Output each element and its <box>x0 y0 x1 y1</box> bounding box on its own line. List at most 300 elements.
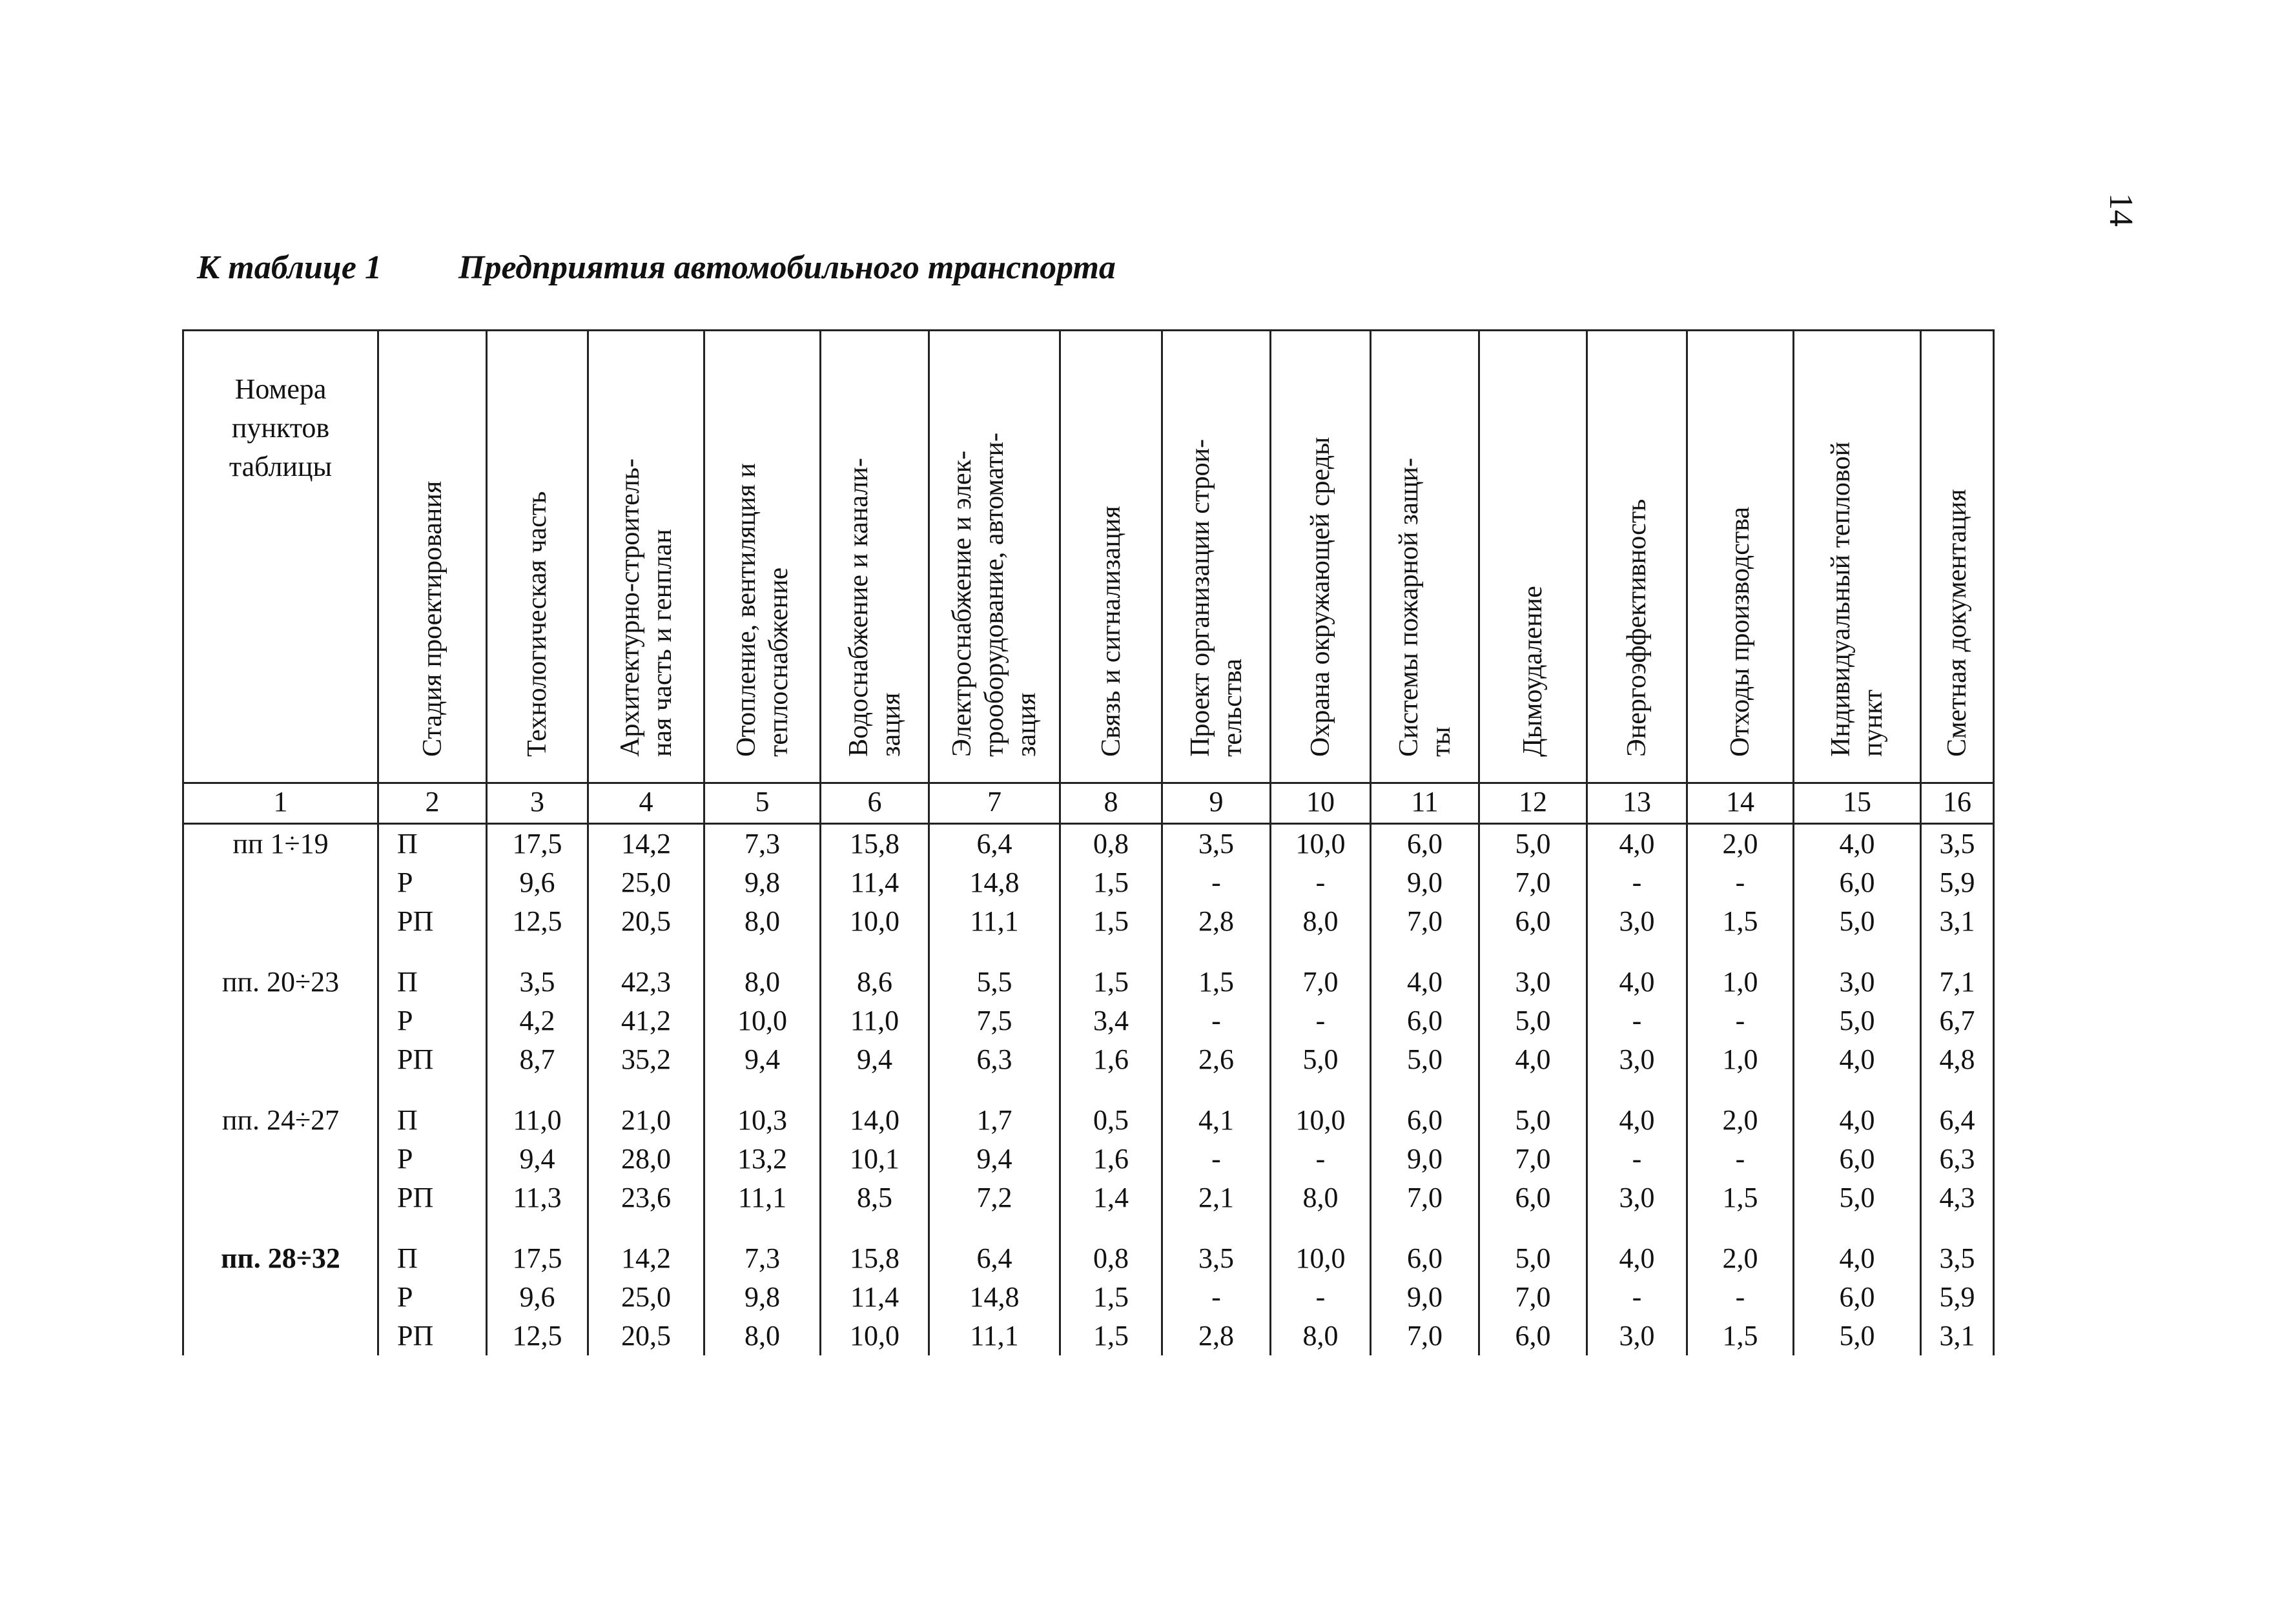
value-cell: 6,4 <box>929 1239 1060 1278</box>
spacer-cell <box>821 1217 929 1239</box>
value-cell: - <box>1687 863 1794 902</box>
value-cell: 3,0 <box>1587 1178 1687 1217</box>
spacer-cell <box>821 1079 929 1101</box>
cost-distribution-table <box>182 329 1995 1355</box>
value-cell: 5,0 <box>1794 1178 1921 1217</box>
value-cell: 17,5 <box>487 824 588 864</box>
header-cell <box>1060 331 1162 783</box>
spacer-cell <box>1479 941 1587 963</box>
value-cell: 6,0 <box>1479 1178 1587 1217</box>
value-cell: 1,5 <box>1687 1317 1794 1355</box>
stage-cell: Р <box>378 1002 487 1040</box>
table-row <box>183 1101 1994 1140</box>
header-text: Архитектурно-строитель- ная часть и генплан <box>615 458 677 757</box>
value-cell: 5,0 <box>1794 1002 1921 1040</box>
value-cell: 9,4 <box>704 1040 821 1079</box>
table-row <box>183 1278 1994 1317</box>
spacer-cell <box>1921 941 1994 963</box>
value-cell: 6,3 <box>929 1040 1060 1079</box>
value-cell: 2,0 <box>1687 824 1794 864</box>
spacer-cell <box>1921 1217 1994 1239</box>
value-cell: 3,1 <box>1921 902 1994 941</box>
value-cell: 2,8 <box>1162 902 1271 941</box>
value-cell: 11,1 <box>929 902 1060 941</box>
value-cell: 7,0 <box>1479 1278 1587 1317</box>
value-cell: - <box>1687 1278 1794 1317</box>
stage-cell: Р <box>378 863 487 902</box>
value-cell: 1,5 <box>1060 1317 1162 1355</box>
value-cell: 4,0 <box>1371 963 1479 1002</box>
header-cell-item-numbers: Номера пунктов таблицы <box>183 331 378 783</box>
caption-label: К таблице 1 <box>197 249 382 286</box>
value-cell: 2,8 <box>1162 1317 1271 1355</box>
stage-cell: РП <box>378 902 487 941</box>
value-cell: 4,0 <box>1794 1239 1921 1278</box>
group-label: пп. 24÷27 <box>183 1101 378 1217</box>
header-text: Энергоэффективность <box>1622 499 1652 757</box>
value-cell: 8,0 <box>1271 1317 1371 1355</box>
value-cell: - <box>1271 863 1371 902</box>
spacer-cell <box>704 1217 821 1239</box>
header-row <box>183 331 1994 783</box>
header-cell <box>588 331 704 783</box>
spacer-cell <box>1271 1217 1371 1239</box>
table-row <box>183 902 1994 941</box>
value-cell: 10,0 <box>1271 1101 1371 1140</box>
stage-cell: П <box>378 1239 487 1278</box>
value-cell: 5,0 <box>1479 1101 1587 1140</box>
value-cell: 8,0 <box>1271 902 1371 941</box>
column-number-cell: 16 <box>1921 783 1994 824</box>
spacer-cell <box>378 941 487 963</box>
spacer-cell <box>1587 1079 1687 1101</box>
value-cell: 8,5 <box>821 1178 929 1217</box>
value-cell: 35,2 <box>588 1040 704 1079</box>
value-cell: 4,2 <box>487 1002 588 1040</box>
value-cell: 9,4 <box>821 1040 929 1079</box>
table-row <box>183 1002 1994 1040</box>
value-cell: 6,0 <box>1371 1002 1479 1040</box>
stage-cell: РП <box>378 1040 487 1079</box>
value-cell: - <box>1162 1278 1271 1317</box>
group-spacer <box>183 1079 1994 1101</box>
value-cell: 2,0 <box>1687 1101 1794 1140</box>
value-cell: 7,0 <box>1371 902 1479 941</box>
value-cell: 6,0 <box>1794 863 1921 902</box>
spacer-cell <box>1479 1079 1587 1101</box>
column-number-cell: 15 <box>1794 783 1921 824</box>
spacer-cell <box>588 941 704 963</box>
value-cell: 1,5 <box>1060 963 1162 1002</box>
value-cell: - <box>1687 1140 1794 1178</box>
stage-cell: П <box>378 824 487 864</box>
header-cell <box>704 331 821 783</box>
spacer-cell <box>1794 941 1921 963</box>
value-cell: 7,0 <box>1371 1178 1479 1217</box>
value-cell: - <box>1162 1002 1271 1040</box>
value-cell: 3,5 <box>1162 1239 1271 1278</box>
column-number-row <box>183 783 1994 824</box>
spacer-cell <box>1371 1079 1479 1101</box>
value-cell: 1,5 <box>1060 863 1162 902</box>
value-cell: 1,5 <box>1060 1278 1162 1317</box>
value-cell: 12,5 <box>487 1317 588 1355</box>
header-text: Системы пожарной защи- ты <box>1393 457 1456 757</box>
value-cell: 20,5 <box>588 902 704 941</box>
value-cell: 5,0 <box>1371 1040 1479 1079</box>
value-cell: 1,7 <box>929 1101 1060 1140</box>
value-cell: 7,0 <box>1271 963 1371 1002</box>
spacer-cell <box>1271 941 1371 963</box>
spacer-cell <box>1687 1217 1794 1239</box>
header-text: Связь и сигнализация <box>1096 506 1126 757</box>
value-cell: 11,4 <box>821 1278 929 1317</box>
value-cell: 14,0 <box>821 1101 929 1140</box>
group-label: пп. 28÷32 <box>183 1239 378 1355</box>
column-number-cell: 4 <box>588 783 704 824</box>
spacer-cell <box>1371 941 1479 963</box>
spacer-cell <box>1060 1217 1162 1239</box>
value-cell: 3,4 <box>1060 1002 1162 1040</box>
value-cell: 4,3 <box>1921 1178 1994 1217</box>
spacer-cell <box>1371 1217 1479 1239</box>
value-cell: 9,6 <box>487 1278 588 1317</box>
column-number-cell: 2 <box>378 783 487 824</box>
value-cell: 9,0 <box>1371 1278 1479 1317</box>
value-cell: 0,8 <box>1060 824 1162 864</box>
column-number-cell: 14 <box>1687 783 1794 824</box>
spacer-cell <box>1162 941 1271 963</box>
spacer-cell <box>1587 1217 1687 1239</box>
value-cell: 5,0 <box>1271 1040 1371 1079</box>
spacer-cell <box>1479 1217 1587 1239</box>
header-text: Сметная документация <box>1942 489 1972 757</box>
value-cell: 10,0 <box>704 1002 821 1040</box>
value-cell: 8,6 <box>821 963 929 1002</box>
spacer-cell <box>1271 1079 1371 1101</box>
value-cell: 1,5 <box>1162 963 1271 1002</box>
value-cell: 6,0 <box>1371 824 1479 864</box>
header-cell <box>1587 331 1687 783</box>
value-cell: 7,5 <box>929 1002 1060 1040</box>
value-cell: 5,0 <box>1479 1002 1587 1040</box>
group-label: пп 1÷19 <box>183 824 378 941</box>
value-cell: 1,4 <box>1060 1178 1162 1217</box>
value-cell: 17,5 <box>487 1239 588 1278</box>
value-cell: 9,8 <box>704 863 821 902</box>
value-cell: 14,8 <box>929 1278 1060 1317</box>
spacer-cell <box>1162 1217 1271 1239</box>
value-cell: 4,0 <box>1587 1101 1687 1140</box>
value-cell: 8,0 <box>704 963 821 1002</box>
value-cell: 1,5 <box>1687 1178 1794 1217</box>
header-text: Стадия проектирования <box>417 480 447 757</box>
value-cell: 4,0 <box>1794 1040 1921 1079</box>
value-cell: 6,3 <box>1921 1140 1994 1178</box>
value-cell: 3,1 <box>1921 1317 1994 1355</box>
column-number-cell: 9 <box>1162 783 1271 824</box>
value-cell: 3,0 <box>1587 1317 1687 1355</box>
group-label: пп. 20÷23 <box>183 963 378 1079</box>
group-spacer <box>183 1217 1994 1239</box>
value-cell: 1,0 <box>1687 963 1794 1002</box>
spacer-cell <box>821 941 929 963</box>
column-number-cell: 11 <box>1371 783 1479 824</box>
value-cell: 1,6 <box>1060 1040 1162 1079</box>
value-cell: 5,0 <box>1479 1239 1587 1278</box>
table-row <box>183 1317 1994 1355</box>
value-cell: - <box>1587 1002 1687 1040</box>
value-cell: 6,0 <box>1479 902 1587 941</box>
value-cell: 6,4 <box>1921 1101 1994 1140</box>
value-cell: 0,5 <box>1060 1101 1162 1140</box>
value-cell: 4,1 <box>1162 1101 1271 1140</box>
value-cell: 5,9 <box>1921 863 1994 902</box>
value-cell: 23,6 <box>588 1178 704 1217</box>
header-text: Электроснабжение и элек- трооборудование, автомати- зация <box>947 432 1042 757</box>
spacer-cell <box>487 941 588 963</box>
value-cell: 1,5 <box>1060 902 1162 941</box>
spacer-cell <box>929 941 1060 963</box>
header-text: Охрана окружающей среды <box>1306 437 1335 757</box>
value-cell: 11,1 <box>704 1178 821 1217</box>
header-text: Проект организации строи- тельства <box>1185 438 1248 757</box>
column-number-cell: 12 <box>1479 783 1587 824</box>
value-cell: 10,0 <box>1271 824 1371 864</box>
spacer-cell <box>183 941 378 963</box>
value-cell: 3,0 <box>1587 1040 1687 1079</box>
value-cell: 4,0 <box>1794 1101 1921 1140</box>
value-cell: 3,0 <box>1479 963 1587 1002</box>
header-cell <box>1162 331 1271 783</box>
column-number-cell: 13 <box>1587 783 1687 824</box>
value-cell: 10,1 <box>821 1140 929 1178</box>
value-cell: 7,3 <box>704 824 821 864</box>
stage-cell: РП <box>378 1178 487 1217</box>
value-cell: - <box>1271 1278 1371 1317</box>
value-cell: 21,0 <box>588 1101 704 1140</box>
value-cell: 10,3 <box>704 1101 821 1140</box>
value-cell: 11,3 <box>487 1178 588 1217</box>
value-cell: 5,0 <box>1479 824 1587 864</box>
value-cell: 28,0 <box>588 1140 704 1178</box>
header-text: Отопление, вентиляция и теплоснабжение <box>731 463 794 757</box>
value-cell: - <box>1271 1140 1371 1178</box>
header-cell <box>487 331 588 783</box>
stage-cell: Р <box>378 1140 487 1178</box>
header-text: Индивидуальный тепловой пункт <box>1826 441 1888 757</box>
value-cell: 3,0 <box>1794 963 1921 1002</box>
header-cell <box>1921 331 1994 783</box>
value-cell: 7,0 <box>1479 863 1587 902</box>
value-cell: 3,5 <box>1921 824 1994 864</box>
value-cell: 8,0 <box>704 902 821 941</box>
column-number-cell: 1 <box>183 783 378 824</box>
value-cell: 41,2 <box>588 1002 704 1040</box>
value-cell: 6,0 <box>1794 1140 1921 1178</box>
value-cell: 11,0 <box>487 1101 588 1140</box>
value-cell: - <box>1687 1002 1794 1040</box>
value-cell: - <box>1587 1140 1687 1178</box>
column-number-cell: 10 <box>1271 783 1371 824</box>
value-cell: 10,0 <box>821 1317 929 1355</box>
spacer-cell <box>1687 1079 1794 1101</box>
value-cell: 5,0 <box>1794 902 1921 941</box>
value-cell: 6,7 <box>1921 1002 1994 1040</box>
spacer-cell <box>378 1079 487 1101</box>
table-row <box>183 1040 1994 1079</box>
spacer-cell <box>1921 1079 1994 1101</box>
stage-cell: РП <box>378 1317 487 1355</box>
spacer-cell <box>588 1217 704 1239</box>
column-number-cell: 7 <box>929 783 1060 824</box>
page-number: 14 <box>2102 193 2140 227</box>
header-cell <box>378 331 487 783</box>
value-cell: 14,2 <box>588 1239 704 1278</box>
table-row <box>183 1239 1994 1278</box>
value-cell: 8,0 <box>1271 1178 1371 1217</box>
spacer-cell <box>1794 1079 1921 1101</box>
value-cell: 7,0 <box>1371 1317 1479 1355</box>
value-cell: 14,2 <box>588 824 704 864</box>
header-cell <box>1271 331 1371 783</box>
spacer-cell <box>183 1079 378 1101</box>
value-cell: 6,0 <box>1371 1239 1479 1278</box>
value-cell: 7,3 <box>704 1239 821 1278</box>
value-cell: 5,0 <box>1794 1317 1921 1355</box>
value-cell: - <box>1162 863 1271 902</box>
value-cell: 5,5 <box>929 963 1060 1002</box>
value-cell: 4,0 <box>1587 1239 1687 1278</box>
header-text: Отходы производства <box>1725 506 1755 757</box>
column-number-cell: 5 <box>704 783 821 824</box>
spacer-cell <box>929 1079 1060 1101</box>
value-cell: 11,4 <box>821 863 929 902</box>
value-cell: 12,5 <box>487 902 588 941</box>
spacer-cell <box>704 941 821 963</box>
stage-cell: Р <box>378 1278 487 1317</box>
stage-cell: П <box>378 963 487 1002</box>
value-cell: - <box>1587 1278 1687 1317</box>
table-row <box>183 1178 1994 1217</box>
column-number-cell: 6 <box>821 783 929 824</box>
spacer-cell <box>183 1217 378 1239</box>
value-cell: 11,0 <box>821 1002 929 1040</box>
value-cell: 4,0 <box>1794 824 1921 864</box>
value-cell: 9,0 <box>1371 863 1479 902</box>
value-cell: 2,1 <box>1162 1178 1271 1217</box>
value-cell: 5,9 <box>1921 1278 1994 1317</box>
header-text: Водоснабжение и канали- зация <box>843 458 906 757</box>
value-cell: 7,1 <box>1921 963 1994 1002</box>
value-cell: 9,0 <box>1371 1140 1479 1178</box>
value-cell: 1,6 <box>1060 1140 1162 1178</box>
value-cell: - <box>1587 863 1687 902</box>
spacer-cell <box>378 1217 487 1239</box>
value-cell: 0,8 <box>1060 1239 1162 1278</box>
spacer-cell <box>1060 1079 1162 1101</box>
caption-title: Предприятия автомобильного транспорта <box>458 249 1116 286</box>
value-cell: 2,6 <box>1162 1040 1271 1079</box>
value-cell: 3,5 <box>1921 1239 1994 1278</box>
value-cell: 42,3 <box>588 963 704 1002</box>
spacer-cell <box>704 1079 821 1101</box>
value-cell: 6,0 <box>1794 1278 1921 1317</box>
header-cell <box>821 331 929 783</box>
value-cell: 15,8 <box>821 824 929 864</box>
spacer-cell <box>1060 941 1162 963</box>
spacer-cell <box>1794 1217 1921 1239</box>
value-cell: 8,0 <box>704 1317 821 1355</box>
value-cell: 6,4 <box>929 824 1060 864</box>
value-cell: 25,0 <box>588 863 704 902</box>
value-cell: 14,8 <box>929 863 1060 902</box>
spacer-cell <box>1687 941 1794 963</box>
value-cell: 4,0 <box>1587 963 1687 1002</box>
value-cell: 7,2 <box>929 1178 1060 1217</box>
header-cell <box>929 331 1060 783</box>
table-row <box>183 963 1994 1002</box>
value-cell: 4,0 <box>1587 824 1687 864</box>
header-text: Дымоудаление <box>1518 586 1548 757</box>
table-row <box>183 863 1994 902</box>
value-cell: 6,0 <box>1479 1317 1587 1355</box>
value-cell: 10,0 <box>821 902 929 941</box>
column-number-cell: 3 <box>487 783 588 824</box>
value-cell: 9,4 <box>929 1140 1060 1178</box>
table-row <box>183 824 1994 864</box>
value-cell: - <box>1162 1140 1271 1178</box>
spacer-cell <box>487 1217 588 1239</box>
table-row <box>183 1140 1994 1178</box>
value-cell: 11,1 <box>929 1317 1060 1355</box>
value-cell: - <box>1271 1002 1371 1040</box>
value-cell: 2,0 <box>1687 1239 1794 1278</box>
stage-cell: П <box>378 1101 487 1140</box>
value-cell: 1,5 <box>1687 902 1794 941</box>
value-cell: 9,6 <box>487 863 588 902</box>
spacer-cell <box>1162 1079 1271 1101</box>
header-text: Технологическая часть <box>522 491 552 757</box>
value-cell: 8,7 <box>487 1040 588 1079</box>
value-cell: 15,8 <box>821 1239 929 1278</box>
header-cell <box>1371 331 1479 783</box>
header-cell <box>1687 331 1794 783</box>
value-cell: 3,0 <box>1587 902 1687 941</box>
value-cell: 25,0 <box>588 1278 704 1317</box>
value-cell: 1,0 <box>1687 1040 1794 1079</box>
value-cell: 3,5 <box>1162 824 1271 864</box>
header-cell <box>1794 331 1921 783</box>
value-cell: 9,8 <box>704 1278 821 1317</box>
value-cell: 7,0 <box>1479 1140 1587 1178</box>
value-cell: 4,0 <box>1479 1040 1587 1079</box>
column-number-cell: 8 <box>1060 783 1162 824</box>
value-cell: 9,4 <box>487 1140 588 1178</box>
spacer-cell <box>588 1079 704 1101</box>
spacer-cell <box>929 1217 1060 1239</box>
value-cell: 4,8 <box>1921 1040 1994 1079</box>
spacer-cell <box>487 1079 588 1101</box>
value-cell: 13,2 <box>704 1140 821 1178</box>
value-cell: 6,0 <box>1371 1101 1479 1140</box>
value-cell: 3,5 <box>487 963 588 1002</box>
group-spacer <box>183 941 1994 963</box>
value-cell: 10,0 <box>1271 1239 1371 1278</box>
value-cell: 20,5 <box>588 1317 704 1355</box>
spacer-cell <box>1587 941 1687 963</box>
header-cell <box>1479 331 1587 783</box>
